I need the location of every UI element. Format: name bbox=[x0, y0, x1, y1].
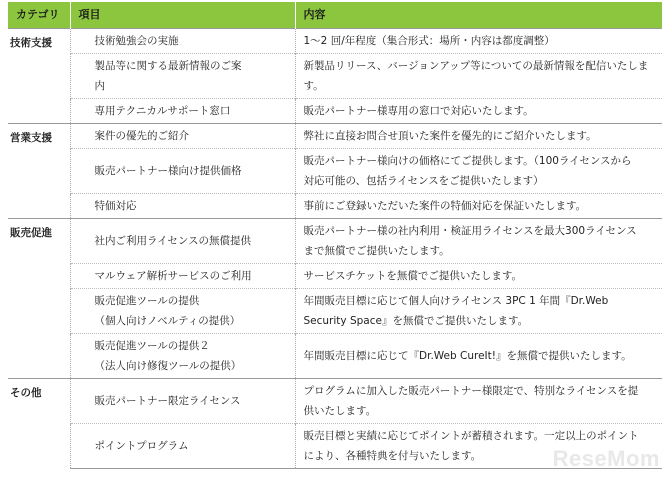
content-cell bbox=[295, 194, 662, 219]
item-line: 販売促進ツールの提供２ bbox=[94, 340, 210, 352]
content-cell bbox=[295, 54, 662, 99]
item-cell bbox=[70, 194, 295, 219]
item-line: 販売パートナー限定ライセンス bbox=[94, 395, 241, 407]
category-cell: 販売促進 bbox=[8, 219, 70, 379]
item-line: （個人向けノベルティの提供） bbox=[94, 315, 241, 327]
table-row bbox=[8, 149, 662, 194]
content-line: 年間販売目標に応じて『Dr.Web CureIt!』を無償で提供いたします。 bbox=[303, 350, 632, 362]
content-cell bbox=[295, 219, 662, 264]
content-line: 販売パートナー様向けの価格にてご提供します。（100ライセンスから bbox=[303, 155, 632, 167]
content-line: 対応可能の、包括ライセンスをご提供いたします） bbox=[303, 175, 544, 187]
item-line: 社内ご利用ライセンスの無償提供 bbox=[94, 235, 252, 247]
content-cell bbox=[295, 334, 662, 379]
content-line: 販売パートナー様専用の窓口で対応いたします。 bbox=[303, 105, 534, 117]
table-header-row bbox=[8, 2, 662, 29]
resemom-watermark-logo: ReseMom bbox=[552, 446, 660, 471]
content-line: 1～2 回/年程度（集合形式：場所・内容は都度調整） bbox=[303, 35, 555, 47]
item-line: （法人向け修復ツールの提供） bbox=[94, 360, 242, 372]
category-cell: 営業支援 bbox=[8, 124, 70, 219]
item-cell bbox=[70, 124, 295, 149]
item-line: 販売パートナー様向け提供価格 bbox=[94, 165, 242, 177]
table-row bbox=[8, 289, 662, 334]
content-cell bbox=[295, 99, 662, 124]
item-cell bbox=[70, 289, 295, 334]
content-line: 年間販売目標に応じて個人向けライセンス 3PC 1 年間『Dr.Web bbox=[303, 295, 609, 307]
table-row bbox=[8, 54, 662, 99]
item-cell bbox=[70, 29, 295, 54]
table-row bbox=[8, 219, 662, 264]
item-line: ポイントプログラム bbox=[94, 440, 189, 452]
content-cell bbox=[295, 289, 662, 334]
table-row bbox=[8, 379, 662, 424]
item-cell bbox=[70, 424, 295, 469]
content-cell bbox=[295, 124, 662, 149]
content-cell bbox=[295, 149, 662, 194]
item-cell bbox=[70, 219, 295, 264]
content-line: す。 bbox=[303, 80, 324, 92]
content-line: サービスチケットを無償でご提供いたします。 bbox=[303, 270, 523, 282]
partner-benefits-table bbox=[8, 2, 662, 469]
item-line: 製品等に関する最新情報のご案 bbox=[94, 60, 242, 72]
content-line: 弊社に直接お問合せ頂いた案件を優先的にご紹介いたします。 bbox=[303, 130, 597, 142]
table-row bbox=[8, 194, 662, 219]
content-line: まで無償でご提供いたします。 bbox=[303, 245, 450, 257]
item-cell bbox=[70, 379, 295, 424]
content-cell bbox=[295, 264, 662, 289]
content-line: 供いたします。 bbox=[303, 405, 377, 417]
content-line: 新製品リリース、バージョンアップ等についての最新情報を配信いたしま bbox=[303, 60, 649, 72]
item-line: 専用テクニカルサポート窓口 bbox=[94, 105, 231, 117]
item-cell bbox=[70, 149, 295, 194]
item-cell bbox=[70, 264, 295, 289]
item-line: 技術勉強会の実施 bbox=[94, 35, 179, 47]
item-line: 特価対応 bbox=[94, 200, 137, 212]
table-row bbox=[8, 334, 662, 379]
header-item: 項目 bbox=[70, 2, 295, 29]
item-cell bbox=[70, 99, 295, 124]
item-line: マルウェア解析サービスのご利用 bbox=[94, 270, 252, 282]
header-category: カテゴリ bbox=[8, 2, 70, 29]
item-cell bbox=[70, 334, 295, 379]
item-line: 販売促進ツールの提供 bbox=[94, 295, 200, 307]
table-row bbox=[8, 99, 662, 124]
table-row bbox=[8, 29, 662, 54]
content-line: 販売目標と実績に応じてポイントが蓄積されます。一定以上のポイント bbox=[303, 430, 639, 442]
category-cell: 技術支援 bbox=[8, 29, 70, 124]
content-line: Security Space』を無償でご提供いたします。 bbox=[303, 315, 529, 327]
content-cell bbox=[295, 379, 662, 424]
content-line: プログラムに加入した販売パートナー様限定で、特別なライセンスを提 bbox=[303, 385, 639, 397]
content-line: により、各種特典を付与いたします。 bbox=[303, 450, 482, 462]
category-cell: その他 bbox=[8, 379, 70, 469]
header-content: 内容 bbox=[295, 2, 662, 29]
item-line: 案件の優先的ご紹介 bbox=[94, 130, 189, 142]
table-row bbox=[8, 124, 662, 149]
content-line: 販売パートナー様の社内利用・検証用ライセンスを最大300ライセンス bbox=[303, 225, 637, 237]
content-line: 事前にご登録いただいた案件の特価対応を保証いたします。 bbox=[303, 200, 587, 212]
item-line: 内 bbox=[94, 80, 105, 92]
table-body bbox=[8, 29, 662, 469]
item-cell bbox=[70, 54, 295, 99]
content-cell bbox=[295, 29, 662, 54]
table-row bbox=[8, 264, 662, 289]
